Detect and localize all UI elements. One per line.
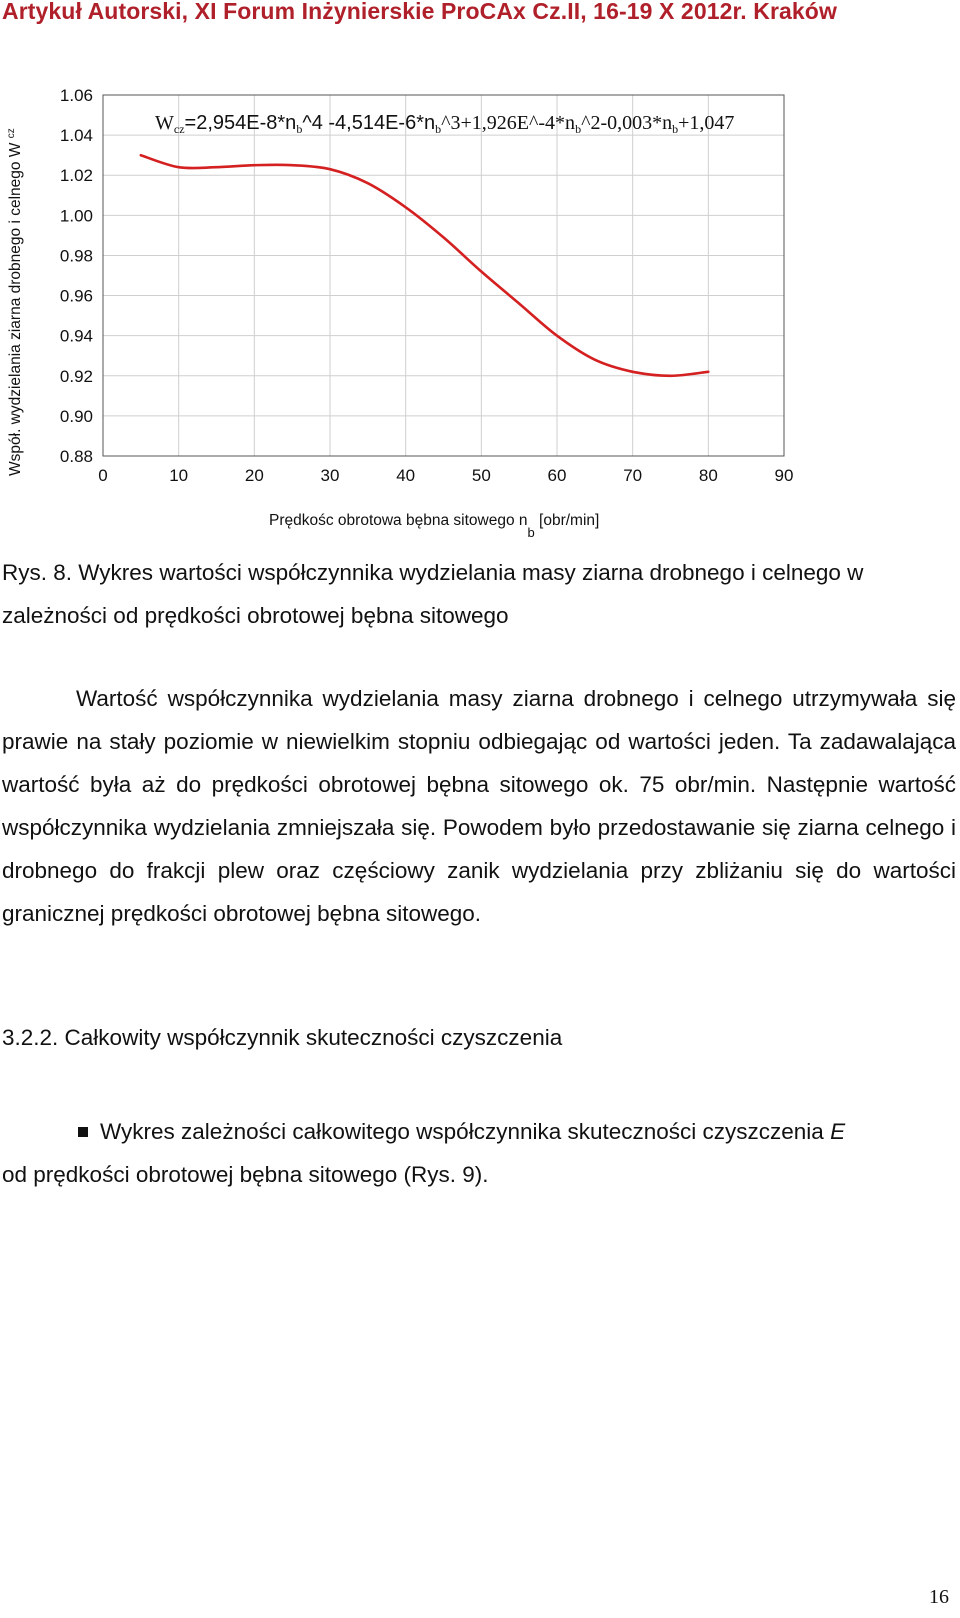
- chart-series-line: [141, 155, 709, 376]
- chart-x-tick-label: 40: [396, 466, 416, 485]
- chart-y-tick-label: 1.04: [59, 126, 93, 146]
- chart-x-tick-label: 30: [320, 466, 340, 485]
- chart-y-tick-label: 0.96: [59, 286, 93, 306]
- page-number: 16: [929, 1586, 949, 1608]
- chart-series: [141, 155, 709, 376]
- chart-y-tick-label: 1.02: [59, 166, 93, 186]
- chart-axes: [103, 95, 784, 456]
- chart-y-tick-label: 0.94: [59, 326, 93, 346]
- chart: [0, 82, 960, 522]
- chart-plot-frame: [103, 95, 784, 456]
- chart-x-tick-label: 10: [169, 466, 189, 485]
- chart-x-tick-label: 60: [547, 466, 567, 485]
- chart-y-tick-label: 0.90: [59, 406, 93, 426]
- page-header-title: Artykuł Autorski, XI Forum Inżynierskie ProCAx Cz.II, 16-19 X 2012r. Kraków: [2, 0, 837, 24]
- chart-y-tick-label: 0.88: [59, 447, 93, 466]
- chart-x-tick-label: 0: [98, 466, 108, 485]
- chart-y-tick-label: 0.98: [59, 246, 93, 266]
- chart-y-axis-title: Współ. wydzielania ziarna drobnego i celnego W $_{cz}$: [6, 128, 24, 476]
- chart-x-tick-label: 50: [471, 466, 491, 485]
- chart-x-tick-label: 20: [244, 466, 264, 485]
- chart-y-tick-label: 0.92: [59, 366, 93, 386]
- chart-regression-formula: $W_{cz}=2,954E-8*n_b\^{}4$ $-4,514E-6*n_b\^{}3+1,926E\^{}-4*n_b\^{}2-0,003*n_b+1,047$: [155, 112, 735, 136]
- bullet-square-icon: [78, 1127, 88, 1137]
- chart-x-tick-label: 80: [698, 466, 718, 485]
- bullet-paragraph: Wykres zależności całkowitego współczynnika skuteczności czyszczenia E od prędkości obrotowej bębna sitowego (Rys. 9).: [2, 1119, 846, 1187]
- chart-x-tick-label: 90: [774, 466, 794, 485]
- section-heading: 3.2.2. Całkowity współczynnik skuteczności czyszczenia: [2, 1025, 563, 1050]
- chart-x-axis-title: Prędkośc obrotowa bębna sitowego $n_b$ [obr/min]: [269, 512, 600, 540]
- figure-caption: Rys. 8. Wykres wartości współczynnika wydzielania masy ziarna drobnego i celnego w zależności od prędkości obrotowej bębna sitowego: [2, 560, 864, 628]
- body-paragraph: Wartość współczynnika wydzielania masy ziarna drobnego i celnego utrzymywała się prawie na stały poziomie w niewielkim stopniu odbiegając od wartości jeden. Ta zadawalająca wartość była aż do prędkości obrotowej bębna sitowego ok. 75 obr/min. Następnie wartość współczynnika wydzielania zmniejszała się. Powodem było przedostawanie się ziarna celnego i drobnego do frakcji plew oraz częściowy zanik wydzielania przy zbliżaniu się do wartości granicznej prędkości obrotowej bębna sitowego.: [2, 686, 956, 926]
- chart-y-tick-label: 1.00: [59, 206, 93, 226]
- chart-tick-labels: [60, 86, 794, 485]
- chart-y-tick-label: 1.06: [59, 86, 93, 105]
- chart-x-tick-label: 70: [623, 466, 643, 485]
- chart-grid: [103, 95, 784, 456]
